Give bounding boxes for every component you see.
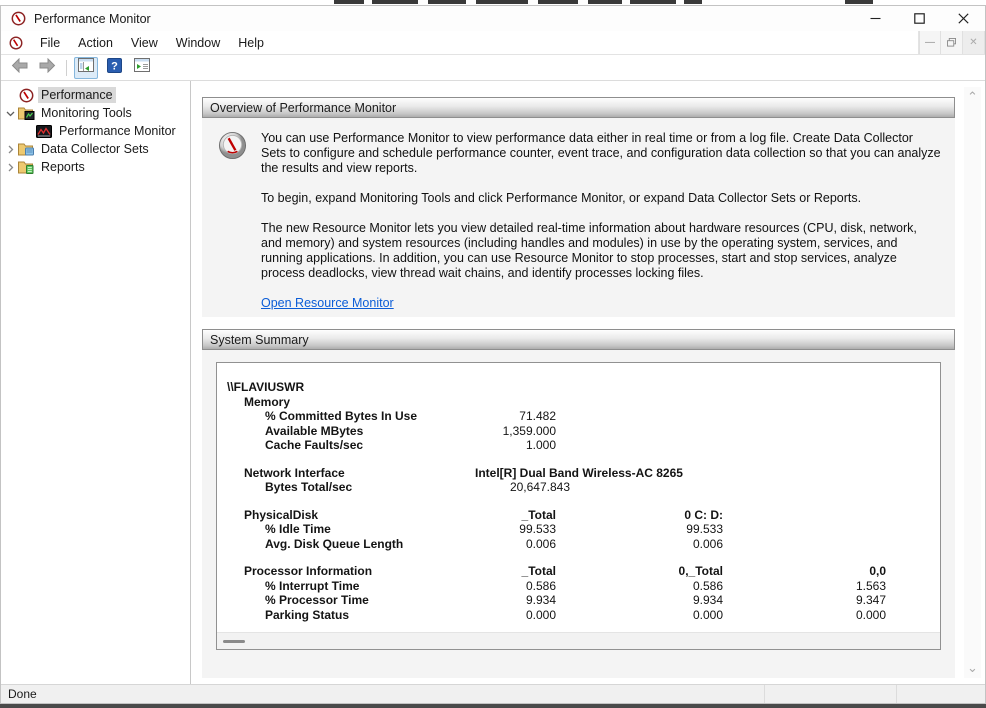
report-counter-value: 99.533 <box>686 522 723 537</box>
tree-item-label[interactable]: Data Collector Sets <box>41 142 149 156</box>
overview-paragraph: The new Resource Monitor lets you view detailed real-time information about hardware resources (CPU, disk, network, and memory) and system resources (including handles and modules) in use by the operating system, services, and running applications. In addition, you can use Resource Monitor to stop processes, start and stop services, analyze process deadlocks, view thread wait chains, and identify processes locking files. <box>261 221 917 280</box>
perfmon-screen-icon <box>35 125 53 138</box>
console-tree-icon <box>78 58 94 77</box>
arrow-right-icon <box>39 58 56 78</box>
report-counter-value: 0.586 <box>692 578 723 593</box>
tree-item-label[interactable]: Reports <box>41 160 85 174</box>
folder-data-icon <box>17 142 35 156</box>
report-group-name: Network Interface <box>244 465 345 480</box>
report-row <box>217 438 940 453</box>
system-summary-section <box>202 329 955 678</box>
tree-collapsed-chevron-icon[interactable] <box>3 163 17 172</box>
report-counter-value: 0.586 <box>525 578 556 593</box>
report-counter-label: Cache Faults/sec <box>265 438 364 453</box>
report-counter-value: 0.000 <box>525 607 556 622</box>
report-column-header: 0 C: D: <box>684 507 723 522</box>
report-row <box>217 608 940 623</box>
report-row <box>217 508 940 523</box>
menu-view[interactable]: View <box>130 35 158 50</box>
report-group-name: Processor Information <box>244 564 373 579</box>
report-group-name: PhysicalDisk <box>244 507 319 522</box>
back-button[interactable] <box>7 57 31 79</box>
report-row <box>217 551 940 564</box>
report-counter-value: 0.006 <box>525 536 556 551</box>
sidebar-item-reports[interactable] <box>1 158 190 176</box>
report-row <box>217 564 940 579</box>
horizontal-scrollbar-thumb[interactable] <box>223 640 245 643</box>
status-text: Done <box>8 687 37 701</box>
report-row <box>217 424 940 439</box>
report-column-header: Intel[R] Dual Band Wireless-AC 8265 <box>475 465 683 480</box>
report-counter-label: Available MBytes <box>265 423 364 438</box>
sidebar-item-performance-monitor[interactable] <box>1 122 190 140</box>
report-counter-label: % Committed Bytes In Use <box>265 409 418 424</box>
overview-paragraph: To begin, expand Monitoring Tools and click Performance Monitor, or expand Data Collector Sets or Reports. <box>261 191 862 205</box>
report-column-header: 0,_Total <box>678 564 723 579</box>
svg-text:?: ? <box>110 60 118 72</box>
report-column-header: _Total <box>521 564 556 579</box>
menu-window[interactable]: Window <box>175 35 221 50</box>
toolbar <box>1 55 985 81</box>
report-counter-label: % Interrupt Time <box>265 578 360 593</box>
sidebar-item-data-collector-sets[interactable] <box>1 140 190 158</box>
report-counter-label: Parking Status <box>265 607 350 622</box>
toolbar-separator <box>66 60 67 76</box>
report-counter-value: 1.563 <box>855 578 886 593</box>
tree-item-label[interactable]: Performance <box>38 87 116 103</box>
overview-section <box>202 97 955 317</box>
main-area <box>1 81 985 684</box>
tree-expanded-chevron-icon[interactable] <box>3 109 17 118</box>
window-title: Performance Monitor <box>34 11 151 26</box>
minimize-button[interactable] <box>853 6 897 31</box>
title-bar <box>1 6 985 31</box>
tree-item-label[interactable]: Performance Monitor <box>59 124 176 138</box>
status-pane <box>764 685 896 703</box>
report-row <box>217 579 940 594</box>
report-column-header: _Total <box>521 507 556 522</box>
action-pane-icon <box>134 58 150 77</box>
report-row <box>217 537 940 552</box>
report-row <box>217 409 940 424</box>
system-summary-header: System Summary <box>202 329 955 350</box>
report-counter-label: % Idle Time <box>265 522 331 537</box>
perfmon-menu-icon <box>9 36 23 50</box>
menu-action[interactable]: Action <box>78 35 113 50</box>
report-counter-value: 1.000 <box>525 438 556 453</box>
show-hide-action-pane-button[interactable] <box>130 57 154 79</box>
report-row <box>217 380 940 395</box>
report-row <box>217 466 940 481</box>
maximize-button[interactable] <box>897 6 941 31</box>
console-minimize-button[interactable]: — <box>919 31 941 54</box>
status-bar <box>1 684 985 703</box>
scroll-up-icon[interactable]: ⌃ <box>967 89 978 104</box>
sidebar-item-performance[interactable] <box>1 86 190 104</box>
help-button[interactable] <box>102 57 126 79</box>
tree-collapsed-chevron-icon[interactable] <box>3 145 17 154</box>
open-resource-monitor-link[interactable]: Open Resource Monitor <box>261 296 394 310</box>
report-row <box>217 522 940 537</box>
report-counter-value: 9.934 <box>525 593 556 608</box>
report-counter-value: 0.006 <box>692 536 723 551</box>
report-counter-value: 0.000 <box>855 607 886 622</box>
report-counter-value: 9.347 <box>855 593 886 608</box>
system-summary-report <box>216 362 941 650</box>
report-counter-label: % Processor Time <box>265 593 369 608</box>
show-hide-console-tree-button[interactable] <box>74 57 98 79</box>
tree-item-label[interactable]: Monitoring Tools <box>41 106 132 120</box>
sidebar-item-monitoring-tools[interactable] <box>1 104 190 122</box>
report-host-name: \\FLAVIUSWR <box>227 380 305 395</box>
report-counter-value: 1,359.000 <box>502 423 556 438</box>
scroll-down-icon[interactable]: ⌄ <box>967 660 978 675</box>
help-icon <box>107 58 122 78</box>
forward-button[interactable] <box>35 57 59 79</box>
report-group-name: Memory <box>244 394 291 409</box>
folder-report-icon <box>17 160 35 174</box>
report-counter-value: 71.482 <box>519 409 556 424</box>
report-counter-value: 20,647.843 <box>509 480 570 495</box>
console-window-controls <box>918 31 985 54</box>
report-row <box>217 453 940 466</box>
report-counter-label: Bytes Total/sec <box>265 480 353 495</box>
report-counter-value: 9.934 <box>692 593 723 608</box>
console-restore-button[interactable] <box>941 31 963 54</box>
background-window-edge <box>0 704 986 708</box>
menu-bar <box>1 31 985 55</box>
report-counter-value: 0.000 <box>692 607 723 622</box>
section-gap <box>202 317 955 329</box>
horizontal-scrollbar[interactable] <box>217 632 940 649</box>
overview-section-header: Overview of Performance Monitor <box>202 97 955 118</box>
menu-file[interactable]: File <box>40 35 61 50</box>
report-counter-value: 99.533 <box>519 522 556 537</box>
perfmon-icon <box>17 88 35 103</box>
report-counter-label: Avg. Disk Queue Length <box>265 536 404 551</box>
report-column-header: 0,0 <box>869 564 886 579</box>
perfmon-logo-icon <box>218 131 247 317</box>
report-row <box>217 395 940 410</box>
report-row <box>217 480 940 495</box>
arrow-left-icon <box>11 58 28 78</box>
overview-paragraph: You can use Performance Monitor to view performance data either in real time or from a log file. Create Data Collector Sets to configure and schedule performance counter, event trace, and configuration data collection so that you can analyze the results and view reports. <box>261 131 941 175</box>
status-pane <box>896 685 985 703</box>
report-row <box>217 593 940 608</box>
content-panel <box>191 81 985 684</box>
performance-monitor-window <box>0 5 986 704</box>
folder-chart-icon <box>17 106 35 120</box>
report-row <box>217 495 940 508</box>
close-button[interactable] <box>941 6 985 31</box>
overview-text <box>261 131 941 317</box>
vertical-scrollbar[interactable] <box>964 87 981 678</box>
console-close-button[interactable]: ✕ <box>963 31 985 54</box>
console-tree-panel <box>1 81 191 684</box>
perfmon-app-icon <box>11 11 26 26</box>
menu-help[interactable]: Help <box>238 35 264 50</box>
